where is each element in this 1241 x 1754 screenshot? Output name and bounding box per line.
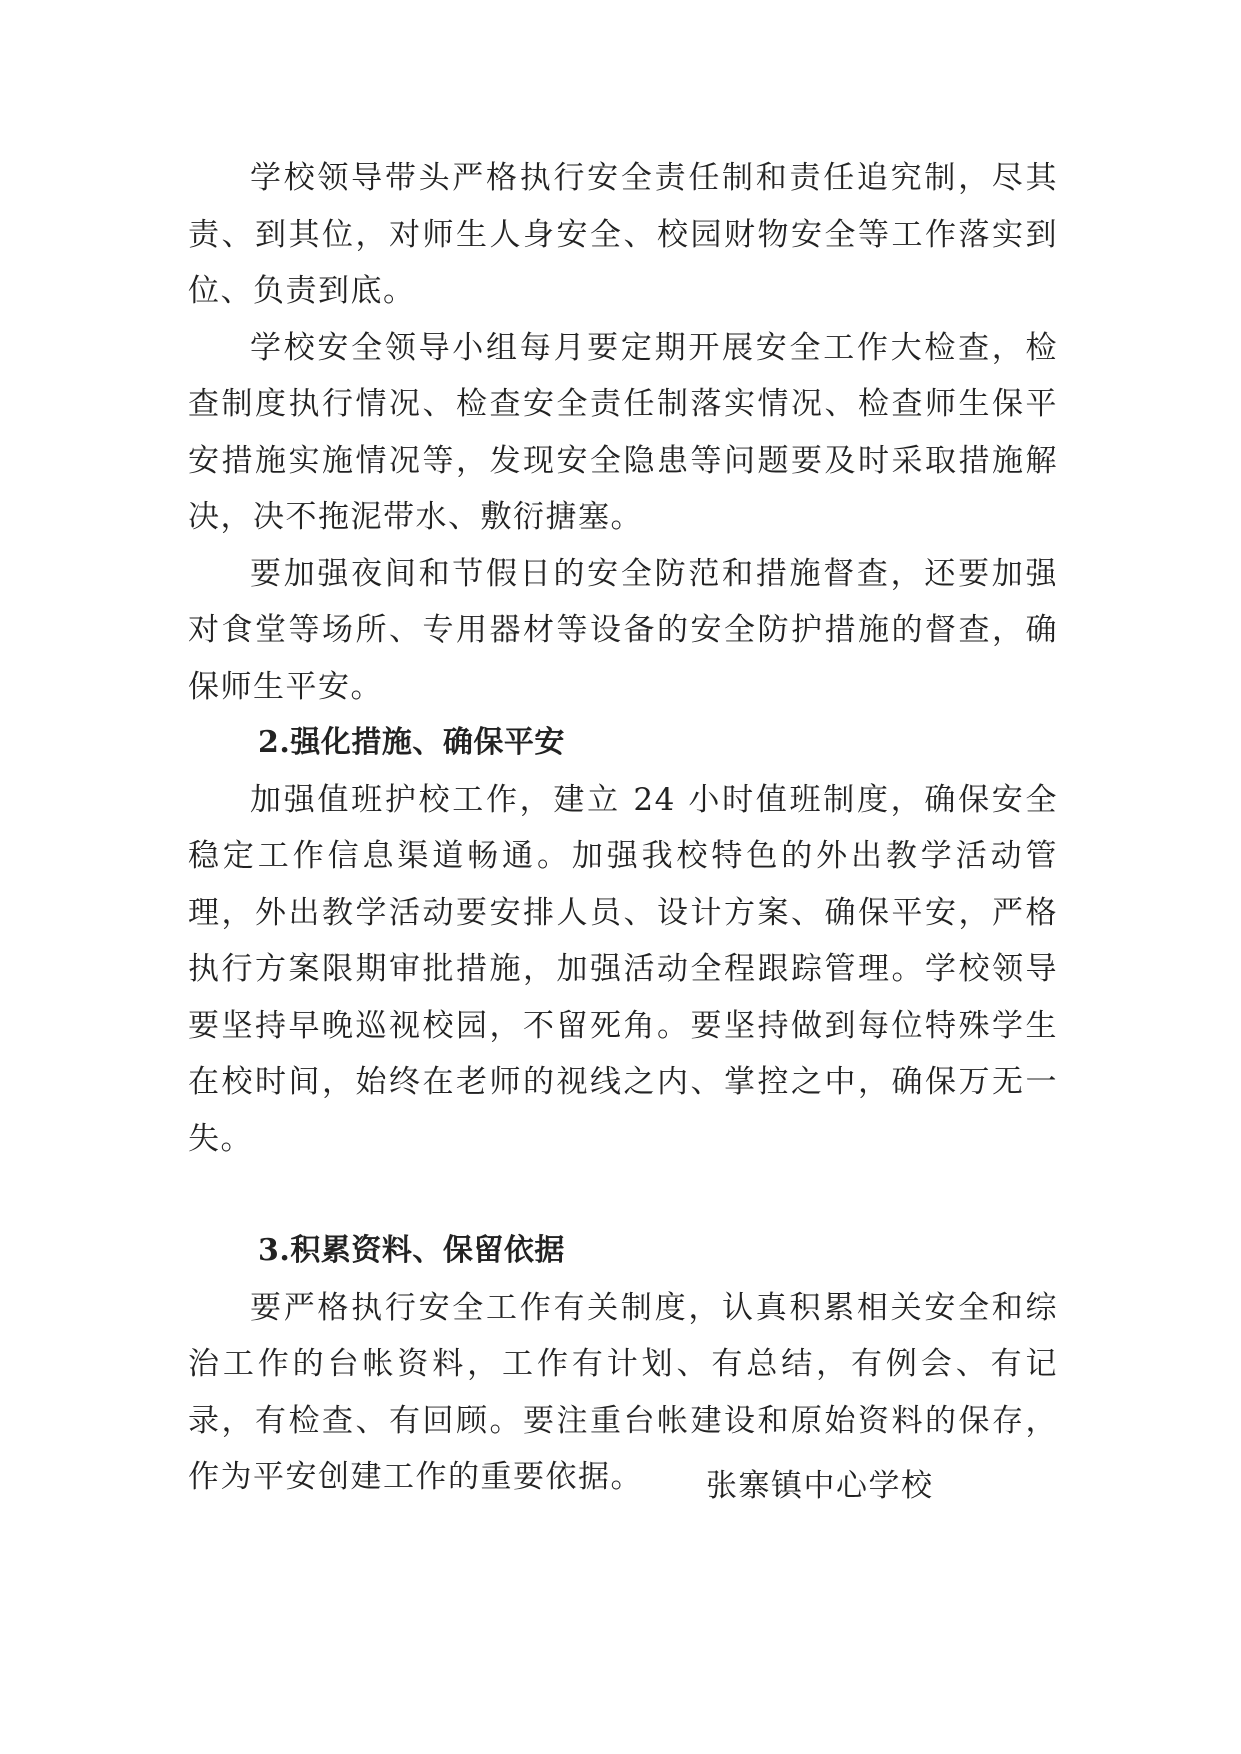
paragraph-responsibility: 学校领导带头严格执行安全责任制和责任追究制，尽其责、到其位，对师生人身安全、校园财物安全等工作落实到位、负责到底。 <box>188 160 1058 309</box>
paragraph-inspection: 学校安全领导小组每月要定期开展安全工作大检查，检查制度执行情况、检查安全责任制落实情况、检查师生保平安措施实施情况等，发现安全隐患等问题要及时采取措施解决，决不拖泥带水、敷衍搪塞。 <box>188 329 1058 535</box>
paragraph-records: 要严格执行安全工作有关制度，认真积累相关安全和综治工作的台帐资料，工作有计划、有总结，有例会、有记录，有检查、有回顾。要注重台帐建设和原始资料的保存，作为平安创建工作的重要依据。 <box>188 1289 1058 1495</box>
section-heading-measures: 2.强化措施、确保平安 <box>258 725 565 760</box>
paragraph-supervision: 要加强夜间和节假日的安全防范和措施督查，还要加强对食堂等场所、专用器材等设备的安全防护措施的督查，确保师生平安。 <box>188 555 1058 705</box>
section-spacer <box>188 1167 1058 1223</box>
paragraph-duty-system: 加强值班护校工作，建立 24 小时值班制度，确保安全稳定工作信息渠道畅通。加强我校特色的外出教学活动管理，外出教学活动要安排人员、设计方案、确保平安，严格执行方案限期审批措施，加强活动全程跟踪管理。学校领导要坚持早晚巡视校园，不留死角。要坚持做到每位特殊学生在校时间，始终在老师的视线之内、掌控之中，确保万无一失。 <box>188 781 1058 1157</box>
document-body <box>188 150 1058 1506</box>
signature-school-name: 张寨镇中心学校 <box>706 1468 934 1504</box>
section-heading-records: 3.积累资料、保留依据 <box>258 1233 565 1268</box>
